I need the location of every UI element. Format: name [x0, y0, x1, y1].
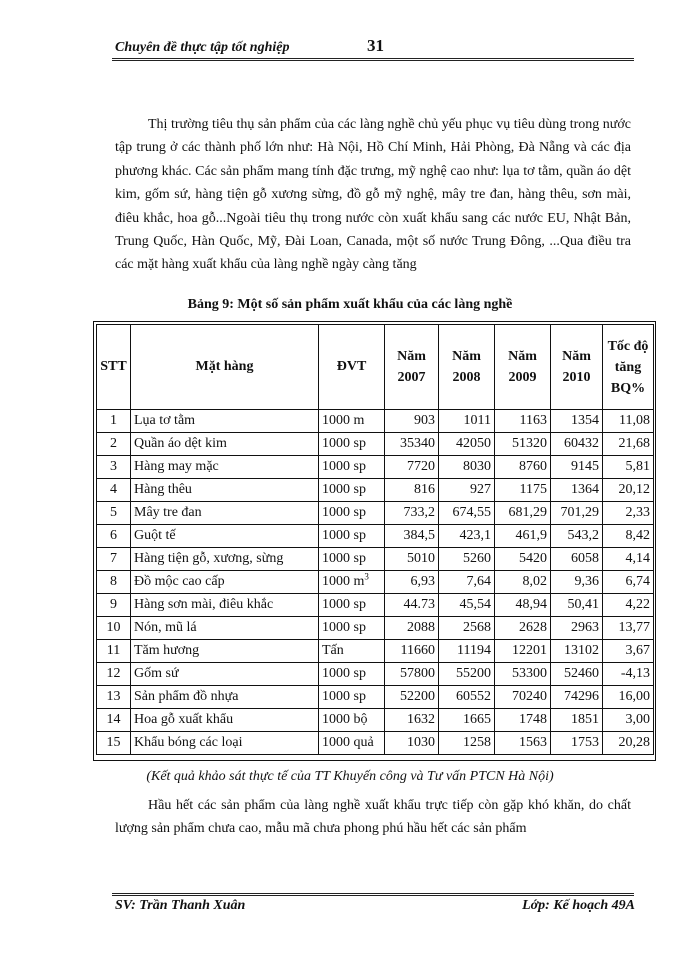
cell-2009: 70240: [495, 686, 551, 709]
cell-stt: 3: [97, 456, 131, 479]
table-body: [97, 410, 654, 755]
cell-2009: 51320: [495, 433, 551, 456]
cell-stt: 7: [97, 548, 131, 571]
unit-text: 1000 sp: [322, 620, 366, 635]
table-row: [97, 456, 654, 479]
unit-text: 1000 m: [322, 574, 365, 589]
cell-2007: 1632: [385, 709, 439, 732]
cell-growth-rate: 21,68: [603, 433, 654, 456]
cell-growth-rate: 13,77: [603, 617, 654, 640]
cell-2010: 543,2: [551, 525, 603, 548]
cell-stt: 6: [97, 525, 131, 548]
cell-stt: 11: [97, 640, 131, 663]
cell-2008: 7,64: [439, 571, 495, 594]
cell-item: Guột tế: [131, 525, 319, 548]
header-stt: STT: [97, 325, 131, 410]
cell-unit: [319, 732, 385, 755]
cell-unit: [319, 663, 385, 686]
cell-2010: 2963: [551, 617, 603, 640]
table-row: [97, 479, 654, 502]
intro-paragraph: [115, 113, 631, 277]
header-rule-double: [112, 60, 634, 61]
cell-2010: 701,29: [551, 502, 603, 525]
footer-rule-double: [112, 895, 634, 896]
unit-text: 1000 quả: [322, 735, 374, 750]
cell-2009: 461,9: [495, 525, 551, 548]
cell-2008: 55200: [439, 663, 495, 686]
cell-2009: 681,29: [495, 502, 551, 525]
cell-2010: 6058: [551, 548, 603, 571]
cell-2008: 11194: [439, 640, 495, 663]
unit-text: 1000 sp: [322, 528, 366, 543]
cell-stt: 8: [97, 571, 131, 594]
cell-unit: [319, 525, 385, 548]
cell-stt: 1: [97, 410, 131, 433]
cell-2008: 2568: [439, 617, 495, 640]
cell-item: Nón, mũ lá: [131, 617, 319, 640]
cell-2009: 48,94: [495, 594, 551, 617]
cell-2010: 74296: [551, 686, 603, 709]
cell-item: Sản phẩm đồ nhựa: [131, 686, 319, 709]
cell-2007: 57800: [385, 663, 439, 686]
table-row: [97, 502, 654, 525]
unit-text: 1000 sp: [322, 551, 366, 566]
cell-growth-rate: 2,33: [603, 502, 654, 525]
cell-2010: 1753: [551, 732, 603, 755]
cell-unit: [319, 686, 385, 709]
cell-unit: [319, 571, 385, 594]
header-2008: Năm 2008: [439, 325, 495, 410]
cell-2008: 42050: [439, 433, 495, 456]
cell-growth-rate: 3,00: [603, 709, 654, 732]
cell-2007: 52200: [385, 686, 439, 709]
cell-stt: 12: [97, 663, 131, 686]
cell-item: Lụa tơ tằm: [131, 410, 319, 433]
cell-item: Gốm sứ: [131, 663, 319, 686]
header-item: Mặt hàng: [131, 325, 319, 410]
cell-2007: 816: [385, 479, 439, 502]
cell-2010: 52460: [551, 663, 603, 686]
unit-text: Tấn: [322, 643, 344, 658]
cell-2007: 35340: [385, 433, 439, 456]
table-row: [97, 594, 654, 617]
unit-text: 1000 sp: [322, 459, 366, 474]
cell-unit: [319, 456, 385, 479]
unit-text: 1000 sp: [322, 482, 366, 497]
cell-unit: [319, 479, 385, 502]
header-2009: Năm 2009: [495, 325, 551, 410]
cell-item: Hoa gỗ xuất khẩu: [131, 709, 319, 732]
intro-paragraph-text: Thị trường tiêu thụ sản phẩm của các làng nghề chủ yếu phục vụ tiêu dùng trong nước tập trung ở các thành phố lớn như: Hà Nội, Hồ Chí Minh, Hải Phòng, Đà Nẵng và các địa phương khác. Các sản phẩm mang tính đặc trưng, mỹ nghệ cao như: lụa tơ tằm, quần áo dệt kim, gốm sứ, hàng tiện gỗ xương sừng, đồ gỗ mỹ nghệ, mây tre đan, hàng thêu, sơn mài, điêu khắc, hoa gỗ...Ngoài tiêu thụ trong nước còn xuất khẩu sang các nước EU, Nhật Bản, Trung Quốc, Hàn Quốc, Mỹ, Đài Loan, Canada, một số nước Trung Đông, ...Qua điều tra các mặt hàng xuất khẩu của làng nghề ngày càng tăng: [115, 117, 631, 273]
table-row: [97, 640, 654, 663]
header-growth-rate: Tốc độ tăng BQ%: [603, 325, 654, 410]
cell-2008: 423,1: [439, 525, 495, 548]
cell-stt: 2: [97, 433, 131, 456]
cell-2007: 1030: [385, 732, 439, 755]
cell-2009: 8760: [495, 456, 551, 479]
cell-item: Hàng thêu: [131, 479, 319, 502]
cell-2010: 9,36: [551, 571, 603, 594]
table-row: [97, 686, 654, 709]
closing-paragraph: [115, 794, 631, 841]
cell-item: Hàng sơn mài, điêu khắc: [131, 594, 319, 617]
unit-text: 1000 sp: [322, 505, 366, 520]
cell-2010: 1354: [551, 410, 603, 433]
cell-growth-rate: 20,12: [603, 479, 654, 502]
table-row: [97, 410, 654, 433]
cell-item: Hàng tiện gỗ, xương, sừng: [131, 548, 319, 571]
cell-unit: [319, 594, 385, 617]
cell-2008: 674,55: [439, 502, 495, 525]
cell-stt: 15: [97, 732, 131, 755]
cell-2009: 1748: [495, 709, 551, 732]
cell-2009: 12201: [495, 640, 551, 663]
table-row: [97, 433, 654, 456]
page-header: [115, 36, 635, 60]
cell-stt: 10: [97, 617, 131, 640]
cell-2007: 903: [385, 410, 439, 433]
cell-2009: 53300: [495, 663, 551, 686]
cell-2009: 2628: [495, 617, 551, 640]
cell-2007: 733,2: [385, 502, 439, 525]
cell-2008: 8030: [439, 456, 495, 479]
cell-2009: 1175: [495, 479, 551, 502]
cell-unit: [319, 433, 385, 456]
unit-text: 1000 sp: [322, 436, 366, 451]
cell-2007: 7720: [385, 456, 439, 479]
cell-unit: [319, 548, 385, 571]
table-row: [97, 548, 654, 571]
cell-stt: 5: [97, 502, 131, 525]
footer-rule: [112, 893, 634, 894]
unit-superscript: 3: [364, 571, 369, 582]
unit-text: 1000 sp: [322, 666, 366, 681]
cell-2007: 6,93: [385, 571, 439, 594]
table-source-note: (Kết quả khảo sát thực tế của TT Khuyến công và Tư vấn PTCN Hà Nội): [146, 769, 554, 784]
cell-unit: [319, 410, 385, 433]
cell-2008: 45,54: [439, 594, 495, 617]
page-number: 31: [367, 36, 384, 55]
cell-2007: 11660: [385, 640, 439, 663]
cell-stt: 14: [97, 709, 131, 732]
cell-2009: 1563: [495, 732, 551, 755]
unit-text: 1000 sp: [322, 689, 366, 704]
cell-2007: 5010: [385, 548, 439, 571]
cell-growth-rate: 4,14: [603, 548, 654, 571]
cell-growth-rate: 16,00: [603, 686, 654, 709]
cell-2009: 1163: [495, 410, 551, 433]
cell-stt: 4: [97, 479, 131, 502]
cell-unit: [319, 640, 385, 663]
table-row: [97, 525, 654, 548]
table-row: [97, 617, 654, 640]
export-products-table: [96, 324, 654, 755]
header-unit: ĐVT: [319, 325, 385, 410]
header-rule: [112, 58, 634, 59]
cell-2009: 8,02: [495, 571, 551, 594]
cell-stt: 13: [97, 686, 131, 709]
table-caption: Bảng 9: Một số sản phẩm xuất khẩu của các làng nghề: [187, 297, 513, 312]
cell-unit: [319, 709, 385, 732]
student-name: SV: Trần Thanh Xuân: [115, 898, 246, 913]
cell-2010: 13102: [551, 640, 603, 663]
cell-2010: 9145: [551, 456, 603, 479]
unit-text: 1000 sp: [322, 597, 366, 612]
cell-growth-rate: 11,08: [603, 410, 654, 433]
cell-growth-rate: 6,74: [603, 571, 654, 594]
header-2007: Năm 2007: [385, 325, 439, 410]
cell-2007: 384,5: [385, 525, 439, 548]
cell-item: Đồ mộc cao cấp: [131, 571, 319, 594]
cell-stt: 9: [97, 594, 131, 617]
cell-2010: 1851: [551, 709, 603, 732]
unit-text: 1000 m: [322, 413, 365, 428]
table-row: [97, 709, 654, 732]
header-2010: Năm 2010: [551, 325, 603, 410]
cell-2008: 1011: [439, 410, 495, 433]
table-header-row: [97, 325, 654, 410]
table-row: [97, 571, 654, 594]
cell-2008: 60552: [439, 686, 495, 709]
cell-2010: 60432: [551, 433, 603, 456]
cell-growth-rate: 3,67: [603, 640, 654, 663]
cell-growth-rate: -4,13: [603, 663, 654, 686]
document-title: Chuyên đề thực tập tốt nghiệp: [115, 40, 290, 55]
cell-2008: 5260: [439, 548, 495, 571]
closing-paragraph-text: Hầu hết các sản phẩm của làng nghề xuất khẩu trực tiếp còn gặp khó khăn, do chất lượng sản phẩm chưa cao, mẫu mã chưa phong phú hầu hết các sản phẩm: [115, 798, 631, 837]
cell-growth-rate: 5,81: [603, 456, 654, 479]
cell-item: Khẩu bóng các loại: [131, 732, 319, 755]
cell-2007: 44.73: [385, 594, 439, 617]
cell-2010: 50,41: [551, 594, 603, 617]
cell-2010: 1364: [551, 479, 603, 502]
cell-item: Tăm hương: [131, 640, 319, 663]
cell-item: Quần áo dệt kim: [131, 433, 319, 456]
cell-2007: 2088: [385, 617, 439, 640]
cell-item: Mây tre đan: [131, 502, 319, 525]
class-name: Lớp: Kế hoạch 49A: [522, 898, 635, 913]
table-row: [97, 663, 654, 686]
cell-2009: 5420: [495, 548, 551, 571]
unit-text: 1000 bộ: [322, 712, 368, 727]
table-row: [97, 732, 654, 755]
cell-growth-rate: 8,42: [603, 525, 654, 548]
page-footer: [115, 898, 635, 918]
cell-2008: 1665: [439, 709, 495, 732]
cell-unit: [319, 617, 385, 640]
cell-growth-rate: 4,22: [603, 594, 654, 617]
cell-item: Hàng may mặc: [131, 456, 319, 479]
cell-growth-rate: 20,28: [603, 732, 654, 755]
cell-unit: [319, 502, 385, 525]
cell-2008: 1258: [439, 732, 495, 755]
cell-2008: 927: [439, 479, 495, 502]
